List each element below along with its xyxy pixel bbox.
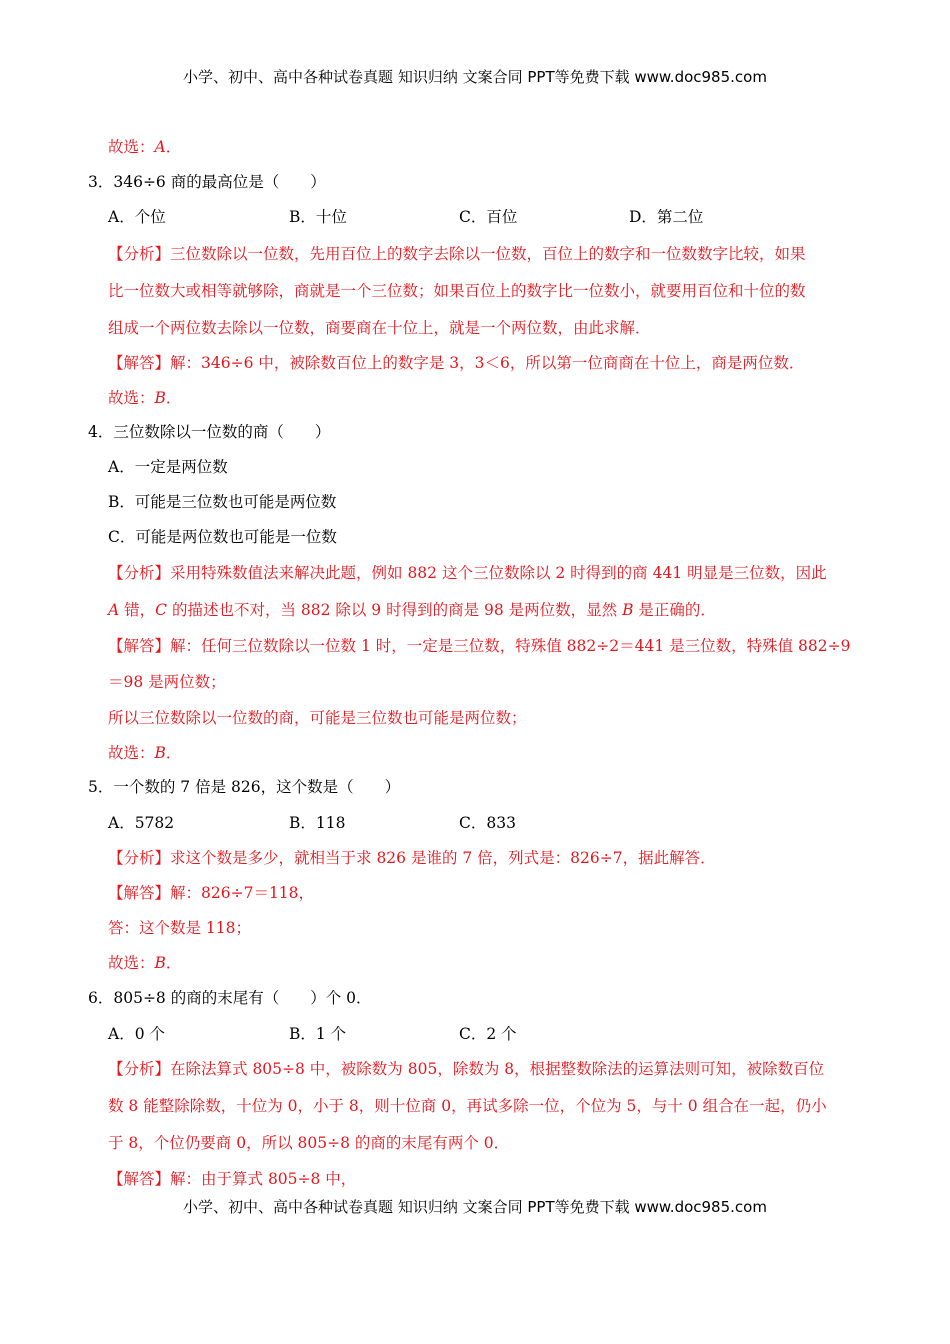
answer-text: 解：826÷7＝118， [170, 884, 315, 902]
answer-text: 解：由于算式 805÷8 中， [170, 1170, 357, 1188]
analysis-text: 错， [119, 601, 156, 619]
q5-answer-line-1 [108, 882, 314, 904]
analysis-label: 【分析】 [108, 1060, 171, 1078]
q3-analysis-line-3: 组成一个两位数去除以一位数，商要商在十位上，就是一个两位数，由此求解． [108, 319, 651, 337]
answer-label: 【解答】 [108, 637, 171, 655]
analysis-choice-c: C [155, 601, 168, 619]
q6-stem: 6．805÷8 的商的末尾有（ ）个 0． [88, 989, 372, 1007]
q3-final-answer [108, 387, 181, 409]
q6-analysis-line-3: 于 8，个位仍要商 0，所以 805÷8 的商的末尾有两个 0． [108, 1134, 510, 1152]
answer-label: 【解答】 [108, 1170, 171, 1188]
answer-label: 【解答】 [108, 354, 171, 372]
final-end: ． [165, 138, 182, 156]
q3-analysis-line-2: 比一位数大或相等就够除，商就是一个三位数；如果百位上的数字比一位数小，就要用百位和十位的数 [108, 282, 806, 300]
final-end: ． [165, 954, 182, 972]
q6-answer-line-1 [108, 1168, 356, 1190]
q2-final-answer [108, 136, 181, 158]
analysis-text: 是正确的． [633, 601, 716, 619]
analysis-label: 【分析】 [108, 564, 171, 582]
analysis-text: 求这个数是多少，就相当于求 826 是谁的 7 倍，列式是：826÷7，据此解答． [170, 849, 716, 867]
q6-option-b: B．1 个 [289, 1025, 347, 1043]
analysis-text: 的描述也不对，当 882 除以 9 时得到的商是 98 是两位数，显然 [167, 601, 623, 619]
final-end: ． [165, 389, 182, 407]
q4-answer-line-1 [108, 635, 850, 657]
q3-analysis-line-1 [108, 243, 806, 265]
q4-analysis-line-1 [108, 562, 827, 584]
page-header: 小学、初中、高中各种试卷真题 知识归纳 文案合同 PPT等免费下载 www.doc985.com [183, 68, 767, 86]
q6-option-a: A．0 个 [108, 1025, 165, 1043]
final-choice: B [154, 389, 166, 407]
q4-option-a: A．一定是两位数 [108, 458, 228, 476]
q5-option-b: B．118 [289, 814, 346, 832]
q5-answer-line-2: 答：这个数是 118； [108, 919, 252, 937]
answer-label: 【解答】 [108, 884, 171, 902]
q4-analysis-line-2 [108, 599, 716, 621]
q3-option-c: C．百位 [459, 208, 518, 226]
analysis-label: 【分析】 [108, 849, 171, 867]
q5-final-answer [108, 952, 181, 974]
final-prefix: 故选： [108, 744, 155, 762]
q5-option-a: A．5782 [108, 814, 175, 832]
q6-analysis-line-1 [108, 1058, 824, 1080]
analysis-choice-a: A [108, 601, 120, 619]
answer-text: 解：任何三位数除以一位数 1 时，一定是三位数，特殊值 882÷2＝441 是三位数，特殊值 882÷9 [170, 637, 851, 655]
q5-analysis-line-1 [108, 847, 716, 869]
final-choice: B [154, 954, 166, 972]
q3-option-d: D．第二位 [629, 208, 704, 226]
q3-option-a: A．个位 [108, 208, 166, 226]
q5-option-c: C．833 [459, 814, 516, 832]
analysis-text: 在除法算式 805÷8 中，被除数为 805，除数为 8，根据整数除法的运算法则可知，被除数百位 [170, 1060, 825, 1078]
final-prefix: 故选： [108, 138, 155, 156]
q3-answer-line-1 [108, 352, 804, 374]
q4-option-b: B．可能是三位数也可能是两位数 [108, 493, 337, 511]
final-choice: B [154, 744, 166, 762]
final-prefix: 故选： [108, 954, 155, 972]
final-choice: A [154, 138, 166, 156]
final-end: ． [165, 744, 182, 762]
q4-answer-line-2: ＝98 是两位数； [108, 673, 226, 691]
q6-option-c: C．2 个 [459, 1025, 517, 1043]
analysis-label: 【分析】 [108, 245, 171, 263]
q3-option-b: B．十位 [289, 208, 347, 226]
analysis-text: 三位数除以一位数，先用百位上的数字去除以一位数，百位上的数字和一位数数字比较，如果 [170, 245, 806, 263]
final-prefix: 故选： [108, 389, 155, 407]
page-footer: 小学、初中、高中各种试卷真题 知识归纳 文案合同 PPT等免费下载 www.doc985.com [183, 1198, 767, 1216]
analysis-choice-b: B [622, 601, 634, 619]
q4-answer-line-3: 所以三位数除以一位数的商，可能是三位数也可能是两位数； [108, 709, 527, 727]
q4-final-answer [108, 742, 181, 764]
q4-stem: 4．三位数除以一位数的商（ ） [88, 423, 331, 441]
answer-text: 解：346÷6 中，被除数百位上的数字是 3，3＜6，所以第一位商商在十位上，商是两位数． [170, 354, 805, 372]
q5-stem: 5．一个数的 7 倍是 826，这个数是（ ） [88, 778, 401, 796]
q6-analysis-line-2: 数 8 能整除除数，十位为 0，小于 8，则十位商 0，再试多除一位，个位为 5，与十 0 组合在一起，仍小 [108, 1097, 827, 1115]
q3-stem: 3．346÷6 商的最高位是（ ） [88, 173, 326, 191]
analysis-text: 采用特殊数值法来解决此题，例如 882 这个三位数除以 2 时得到的商 441 明显是三位数，因此 [170, 564, 827, 582]
q4-option-c: C．可能是两位数也可能是一位数 [108, 528, 337, 546]
